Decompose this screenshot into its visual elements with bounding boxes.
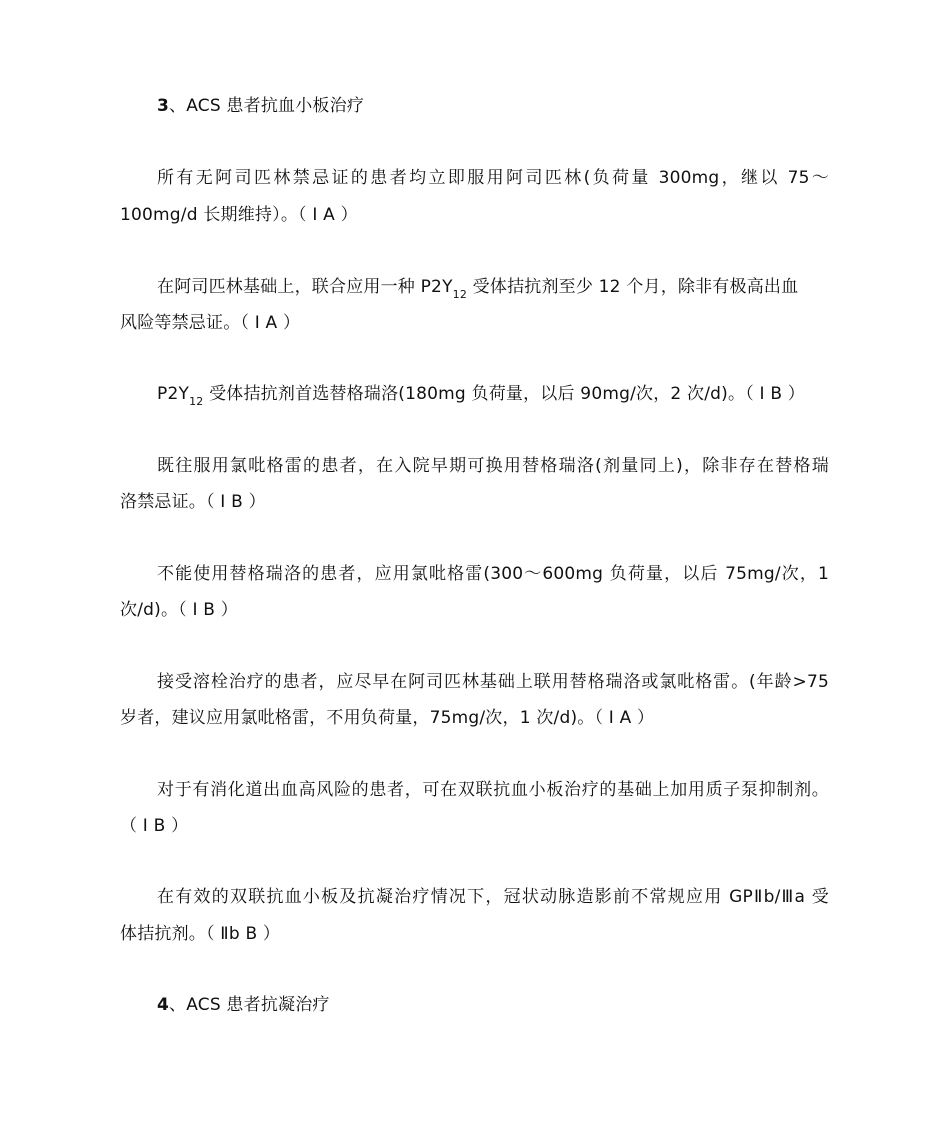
- section-heading-4: [157, 995, 330, 1015]
- paragraph-6-line-1: 接受溶栓治疗的患者，应尽早在阿司匹林基础上联用替格瑞洛或氯吡格雷。(年龄>75: [157, 672, 829, 692]
- paragraph-2-text-b: 受体拮抗剂至少 12 个月，除非有极高出血: [467, 277, 799, 297]
- paragraph-6-line-2: 岁者，建议应用氯吡格雷，不用负荷量，75mg/次，1 次/d)。（ Ⅰ A ）: [120, 708, 655, 728]
- paragraph-5-line-1: 不能使用替格瑞洛的患者，应用氯吡格雷(300～600mg 负荷量，以后 75mg/次，1: [157, 564, 829, 584]
- paragraph-7-line-1: 对于有消化道出血高风险的患者，可在双联抗血小板治疗的基础上加用质子泵抑制剂。: [157, 780, 829, 800]
- section-number: 3: [157, 96, 170, 116]
- subscript: 12: [189, 395, 204, 408]
- paragraph-2-line-1: [157, 277, 798, 299]
- section-title: 、ACS 患者抗血小板治疗: [169, 96, 365, 116]
- paragraph-8-line-2: 体拮抗剂。（ Ⅱb B ）: [120, 924, 281, 944]
- paragraph-3-text-a: P2Y: [157, 384, 190, 404]
- paragraph-1-line-2: 100mg/d 长期维持）。（ Ⅰ A ）: [120, 205, 358, 225]
- paragraph-5-line-2: 次/d)。（ Ⅰ B ）: [120, 600, 238, 620]
- paragraph-2-text-a: 在阿司匹林基础上，联合应用一种 P2Y: [157, 277, 453, 297]
- paragraph-4-line-2: 洛禁忌证。（ Ⅰ B ）: [120, 492, 266, 512]
- section-title: 、ACS 患者抗凝治疗: [169, 995, 330, 1015]
- paragraph-3-text-b: 受体拮抗剂首选替格瑞洛(180mg 负荷量，以后 90mg/次，2 次/d)。（ Ⅰ B ）: [203, 384, 805, 404]
- paragraph-1-line-1: 所有无阿司匹林禁忌证的患者均立即服用阿司匹林(负荷量 300mg，继以 75～: [157, 168, 829, 188]
- paragraph-7-line-2: （ Ⅰ B ）: [120, 816, 189, 836]
- section-number: 4: [157, 995, 170, 1015]
- subscript: 12: [452, 288, 468, 301]
- paragraph-2-line-2: 风险等禁忌证。（ Ⅰ A ）: [120, 313, 301, 333]
- paragraph-3-line-1: [157, 384, 805, 406]
- paragraph-8-line-1: 在有效的双联抗血小板及抗凝治疗情况下，冠状动脉造影前不常规应用 GPⅡb/Ⅲa 受: [157, 887, 829, 907]
- section-heading-3: [157, 96, 364, 116]
- paragraph-4-line-1: 既往服用氯吡格雷的患者，在入院早期可换用替格瑞洛(剂量同上)，除非存在替格瑞: [157, 456, 829, 476]
